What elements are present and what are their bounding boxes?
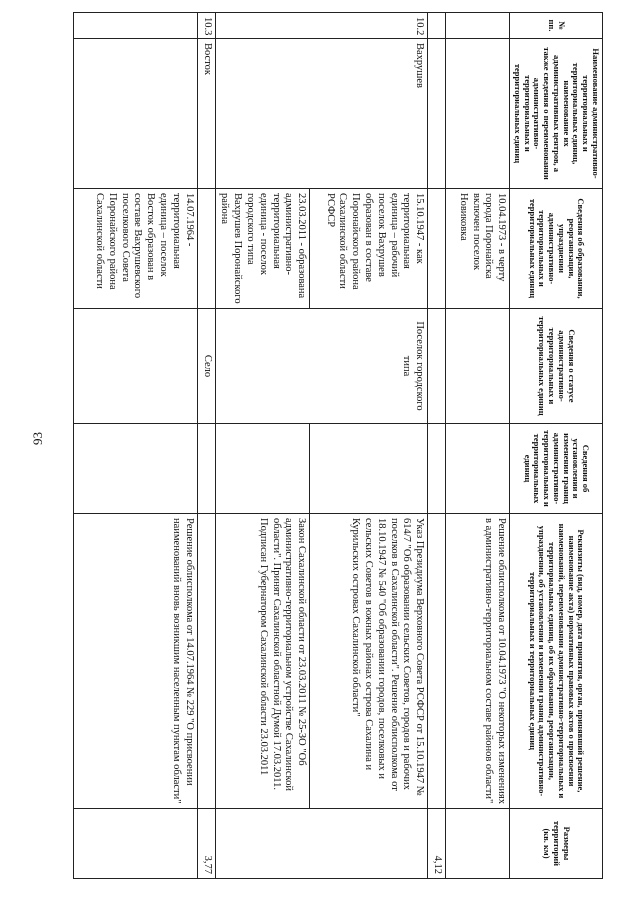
page-number: 93 — [30, 432, 45, 445]
header-requisites: Реквизиты (вид, номер, дата принятия, орган, принявший решение, наименование акта) нормативных правовых актов о присвоении наименований, переименовании административно-территориальных и территориальных единиц, об их образовании, реорганизации, упразднении, об установлении и изменении границ административно-территориальных и территориальных единиц — [510, 514, 603, 809]
table-row — [428, 13, 446, 879]
header-status: Сведения о статусе административно-территориальных и территориальных единиц — [510, 309, 603, 424]
formation-cell: 23.03.2011 - образована административно-территориальная единица - поселок городского типа Вахрушев Поронайского района — [215, 189, 310, 309]
header-num: № пп. — [510, 13, 603, 39]
size-cell: 4,12 — [428, 809, 446, 879]
row-number: 10.3 — [197, 13, 215, 39]
formation-cell: 14.07.1964 - территориальная единица – поселок Восток образован в составе Вахрушевского поселкового Совета Поронайского района Сахалинской области — [73, 189, 197, 309]
table-row — [310, 13, 428, 879]
table-row — [73, 13, 197, 879]
admin-territorial-table — [73, 12, 603, 879]
header-borders: Сведения об установлении и изменении границ административно-территориальных и территориальных единиц — [510, 424, 603, 514]
table-row — [446, 13, 510, 879]
status-cell: Поселок городского типа — [215, 309, 428, 424]
requisites-cell: Указ Президиума Верховного Совета РСФСР от 15.10.1947 № 614/7 "Об образовании сельских Советов, городов и рабочих поселков в Сахалинской области". Решение облисполкома от 18.10.1947 № 540 "Об образовании городов, поселковых и сельских Советов в южных районах острова Сахалина и Курильских островах Сахалинской области" — [310, 514, 428, 809]
requisites-cell: Закон Сахалинской области от 23.03.2011 № 25-ЗО "Об административно-территориальном устройстве Сахалинской области". Принят Сахалинской областной Думой 17.03.2011. Подписан Губернатором Сахалинской области 23.03.2011 — [215, 514, 310, 809]
size-cell: 3,77 — [197, 809, 215, 879]
status-cell: Село — [197, 309, 215, 424]
table-header-row — [510, 13, 603, 879]
header-formation: Сведения об образовании, реорганизации, упразднении административно-территориальных и территориальных единиц — [510, 189, 603, 309]
header-size: Размеры территорий (кв. км) — [510, 809, 603, 879]
requisites-cell: Решение облисполкома от 14.07.1964 № 229 "О присвоении наименований вновь возникшим населенным пунктам области" — [73, 514, 197, 809]
table-row — [197, 13, 215, 879]
settlement-name: Восток — [197, 39, 215, 189]
settlement-name: Вахрушев — [215, 39, 428, 189]
header-name: Наименование административно-территориальных и территориальных единиц, наименование их административных центров, а также сведения о переименовании административно-территориальных и территориальных единиц — [510, 39, 603, 189]
row-number: 10.2 — [215, 13, 428, 39]
requisites-cell: Решение облисполкома от 10.04.1973 "О некоторых изменениях в административно-территориальном составе районов области" — [446, 514, 510, 809]
formation-cell: 15.10.1947 - как территориальная единица – рабочий поселок Вахрушев образован в составе Поронайского района Сахалинской области РСФСР — [310, 189, 428, 309]
formation-cell: 10.04.1973 - в черту города Поронайска включен поселок Новиковка — [446, 189, 510, 309]
rotated-table-sheet — [73, 12, 603, 878]
